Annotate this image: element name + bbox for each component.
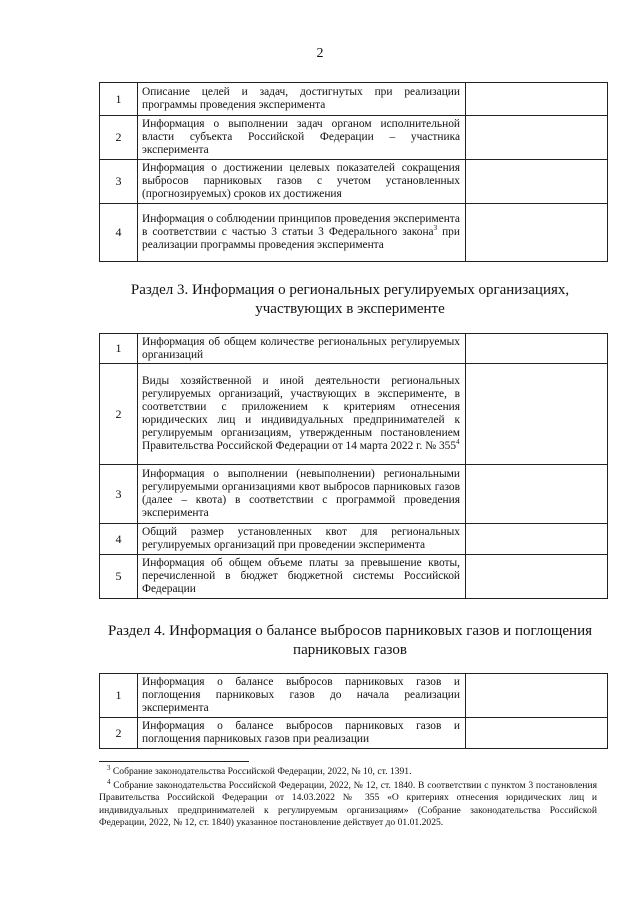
section-3-table [99, 333, 608, 599]
row-value-cell [466, 116, 608, 160]
row-number: 2 [100, 718, 138, 749]
table-row [100, 204, 608, 262]
footnote-4 [99, 777, 597, 830]
section-3-title: Раздел 3. Информация о региональных регулируемых организациях, участвующих в эксперименте [130, 282, 570, 317]
section-4-title: Раздел 4. Информация о балансе выбросов парниковых газов и поглощения парниковых газов [107, 623, 593, 658]
table-row [100, 116, 608, 160]
footnote-divider [99, 761, 249, 762]
row-value-cell [466, 364, 608, 465]
row-value-cell [466, 334, 608, 364]
row-text-part: Информация о соблюдении принципов проведения эксперимента в соответствии с частью 3 статьи 3 Федерального закона [142, 213, 460, 238]
row-number: 3 [100, 465, 138, 524]
row-number: 2 [100, 116, 138, 160]
row-text: Информация о выполнении (невыполнении) региональными регулируемыми организациями квот выбросов парниковых газов (далее – квота) в соответствии с программой проведения эксперимента [138, 465, 466, 524]
row-text: Информация о балансе выбросов парниковых газов и поглощения парниковых газов при реализации [138, 718, 466, 749]
row-text: Информация о балансе выбросов парниковых газов и поглощения парниковых газов до начала реализации эксперимента [138, 674, 466, 718]
row-value-cell [466, 465, 608, 524]
row-number: 1 [100, 83, 138, 116]
row-text: Информация о достижении целевых показателей сокращения выбросов парниковых газов с учетом установленных (прогнозируемых) сроков их достижения [138, 160, 466, 204]
row-number: 5 [100, 555, 138, 599]
section-4-table [99, 673, 608, 749]
row-value-cell [466, 718, 608, 749]
row-number: 1 [100, 334, 138, 364]
row-text [138, 364, 466, 465]
footnote-mark: 3 [107, 763, 111, 772]
table-row [100, 674, 608, 718]
row-text: Информация об общем объеме платы за превышение квоты, перечисленной в бюджет бюджетной системы Российской Федерации [138, 555, 466, 599]
table-row [100, 524, 608, 555]
row-number: 2 [100, 364, 138, 465]
row-value-cell [466, 204, 608, 262]
row-number: 4 [100, 204, 138, 262]
row-value-cell [466, 524, 608, 555]
footnotes [99, 763, 597, 831]
row-text: Информация об общем количестве региональных регулируемых организаций [138, 334, 466, 364]
row-text-part: при реализации программы проведения эксперимента [142, 226, 460, 251]
row-text: Общий размер установленных квот для региональных регулируемых организаций при проведении эксперимента [138, 524, 466, 555]
footnote-text: Собрание законодательства Российской Федерации, 2022, № 10, ст. 1391. [110, 766, 412, 777]
footnote-mark: 4 [107, 777, 111, 786]
row-number: 4 [100, 524, 138, 555]
footnote-ref: 3 [433, 224, 438, 233]
table-row [100, 160, 608, 204]
row-number: 1 [100, 674, 138, 718]
table-row [100, 334, 608, 364]
row-value-cell [466, 160, 608, 204]
table-continued [99, 82, 608, 262]
footnote-text: Собрание законодательства Российской Федерации, 2022, № 12, ст. 1840. В соответствии с пунктом 3 постановления Правительства Российской Федерации от 14.03.2022 № 355 «О критериях отнесения юридических лиц и индивидуальных предпринимателей к регулируемым организациям» (Собрание законодательства Российской Федерации, 2022, № 12, ст. 1840) указанное постановление действует до 01.01.2025. [99, 779, 597, 828]
page-number: 2 [316, 46, 324, 61]
table-row [100, 465, 608, 524]
row-text [138, 204, 466, 262]
footnote-3 [99, 763, 597, 779]
table-row [100, 555, 608, 599]
row-value-cell [466, 674, 608, 718]
row-text: Информация о выполнении задач органом исполнительной власти субъекта Российской Федерации – участника эксперимента [138, 116, 466, 160]
row-value-cell [466, 555, 608, 599]
row-text-part: Виды хозяйственной и иной деятельности региональных регулируемых организаций, участвующих в эксперименте, в соответствии с приложением к критериям отнесения юридических лиц и индивидуальных предпринимателей к регулируемым организациям, утвержденным постановлением Правительства Российской Федерации от 14 марта 2022 г. № 355 [142, 375, 460, 452]
footnote-ref: 4 [456, 438, 460, 447]
table-row [100, 83, 608, 116]
row-value-cell [466, 83, 608, 116]
row-number: 3 [100, 160, 138, 204]
row-text: Описание целей и задач, достигнутых при реализации программы проведения эксперимента [138, 83, 466, 116]
table-row [100, 364, 608, 465]
table-row [100, 718, 608, 749]
